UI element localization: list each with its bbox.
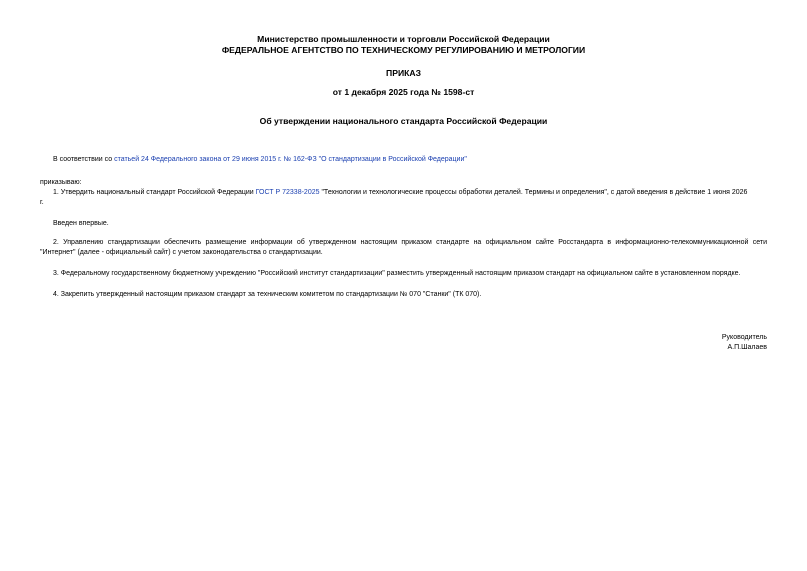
item-1-suffix: "Технологии и технологические процессы обработки деталей. Термины и определения", с датой введения в действие 1 июня 2026 (319, 189, 748, 196)
federal-law-link[interactable]: статьей 24 Федерального закона от 29 июня 2015 г. № 162-ФЗ "О стандартизации в Российской Федерации" (114, 156, 467, 163)
item-2-line-2: "Интернет" (далее - официальный сайт) с учетом законодательства о стандартизации. (40, 249, 323, 256)
item-4-paragraph: 4. Закрепить утвержденный настоящим приказом стандарт за техническим комитетом по стандартизации № 070 "Станки" (ТК 070). (53, 291, 482, 298)
item-1-paragraph (53, 188, 747, 198)
agency-heading: ФЕДЕРАЛЬНОЕ АГЕНТСТВО ПО ТЕХНИЧЕСКОМУ РЕГУЛИРОВАНИЮ И МЕТРОЛОГИИ (221, 45, 586, 55)
item-1-prefix: 1. Утвердить национальный стандарт Российской Федерации (53, 189, 256, 196)
preamble-paragraph (53, 155, 467, 165)
ministry-heading: Министерство промышленности и торговли Российской Федерации (257, 34, 550, 44)
document-date-number: от 1 декабря 2025 года № 1598-ст (332, 87, 475, 97)
gost-standard-link[interactable]: ГОСТ Р 72338-2025 (255, 189, 320, 196)
item-2-line-1: 2. Управлению стандартизации обеспечить размещение информации об утвержденном настоящим приказом стандарте на официальном сайте Росстандарта в информационно-телекоммуникационной сети (53, 239, 767, 246)
document-type-heading: ПРИКАЗ (386, 68, 421, 78)
item-1-tail: г. (40, 199, 44, 206)
order-word: приказываю: (40, 179, 82, 186)
signatory-title: Руководитель (721, 334, 767, 341)
introduced-note: Введен впервые. (53, 220, 109, 227)
signatory-name: А.П.Шалаев (727, 344, 767, 351)
document-subject: Об утверждении национального стандарта Российской Федерации (259, 116, 548, 126)
item-3-paragraph: 3. Федеральному государственному бюджетному учреждению "Российский институт стандартизации" разместить утвержденный настоящим приказом стандарт на официальном сайте в установленном порядке. (53, 270, 741, 277)
preamble-prefix: В соответствии со (53, 156, 115, 163)
